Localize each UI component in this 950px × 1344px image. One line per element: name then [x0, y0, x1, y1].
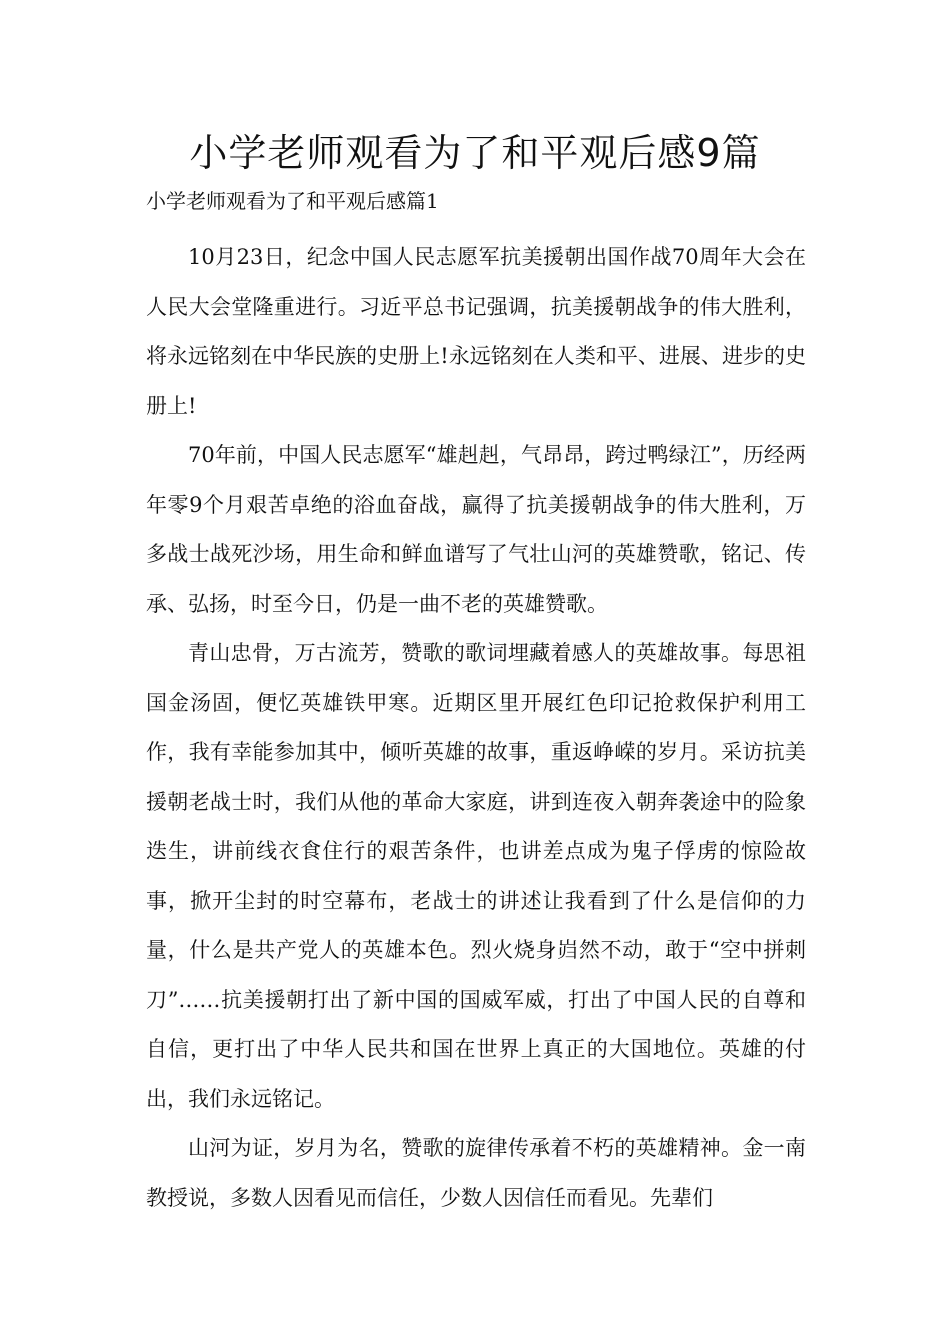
section-heading: 小学老师观看为了和平观后感篇1 — [146, 189, 439, 213]
paragraph-4: 山河为证，岁月为名，赞歌的旋律传承着不朽的英雄精神。金一南教授说，多数人因看见而信任，少数人因信任而看见。先辈们 — [146, 1136, 806, 1210]
article-body — [146, 233, 806, 1223]
paragraph-2: 70年前，中国人民志愿军“雄赳赳，气昂昂，跨过鸭绿江”，历经两年零9个月艰苦卓绝的浴血奋战，赢得了抗美援朝战争的伟大胜利，万多战士战死沙场，用生命和鲜血谱写了气壮山河的英雄赞歌，铭记、传承、弘扬，时至今日，仍是一曲不老的英雄赞歌。 — [146, 443, 806, 616]
paragraph-1: 10月23日，纪念中国人民志愿军抗美援朝出国作战70周年大会在人民大会堂隆重进行。习近平总书记强调，抗美援朝战争的伟大胜利，将永远铭刻在中华民族的史册上!永远铭刻在人类和平、进展、进步的史册上! — [146, 245, 806, 418]
paragraph-3: 青山忠骨，万古流芳，赞歌的歌词埋藏着感人的英雄故事。每思祖国金汤固，便忆英雄铁甲寒。近期区里开展红色印记抢救保护利用工作，我有幸能参加其中，倾听英雄的故事，重返峥嵘的岁月。采访抗美援朝老战士时，我们从他的革命大家庭，讲到连夜入朝奔袭途中的险象迭生，讲前线衣食住行的艰苦条件，也讲差点成为鬼子俘虏的惊险故事，掀开尘封的时空幕布，老战士的讲述让我看到了什么是信仰的力量，什么是共产党人的英雄本色。烈火烧身岿然不动，敢于“空中拼刺刀”……抗美援朝打出了新中国的国威军威，打出了中国人民的自尊和自信，更打出了中华人民共和国在世界上真正的大国地位。英雄的付出，我们永远铭记。 — [146, 641, 806, 1111]
page-title: 小学老师观看为了和平观后感9篇 — [189, 131, 761, 175]
